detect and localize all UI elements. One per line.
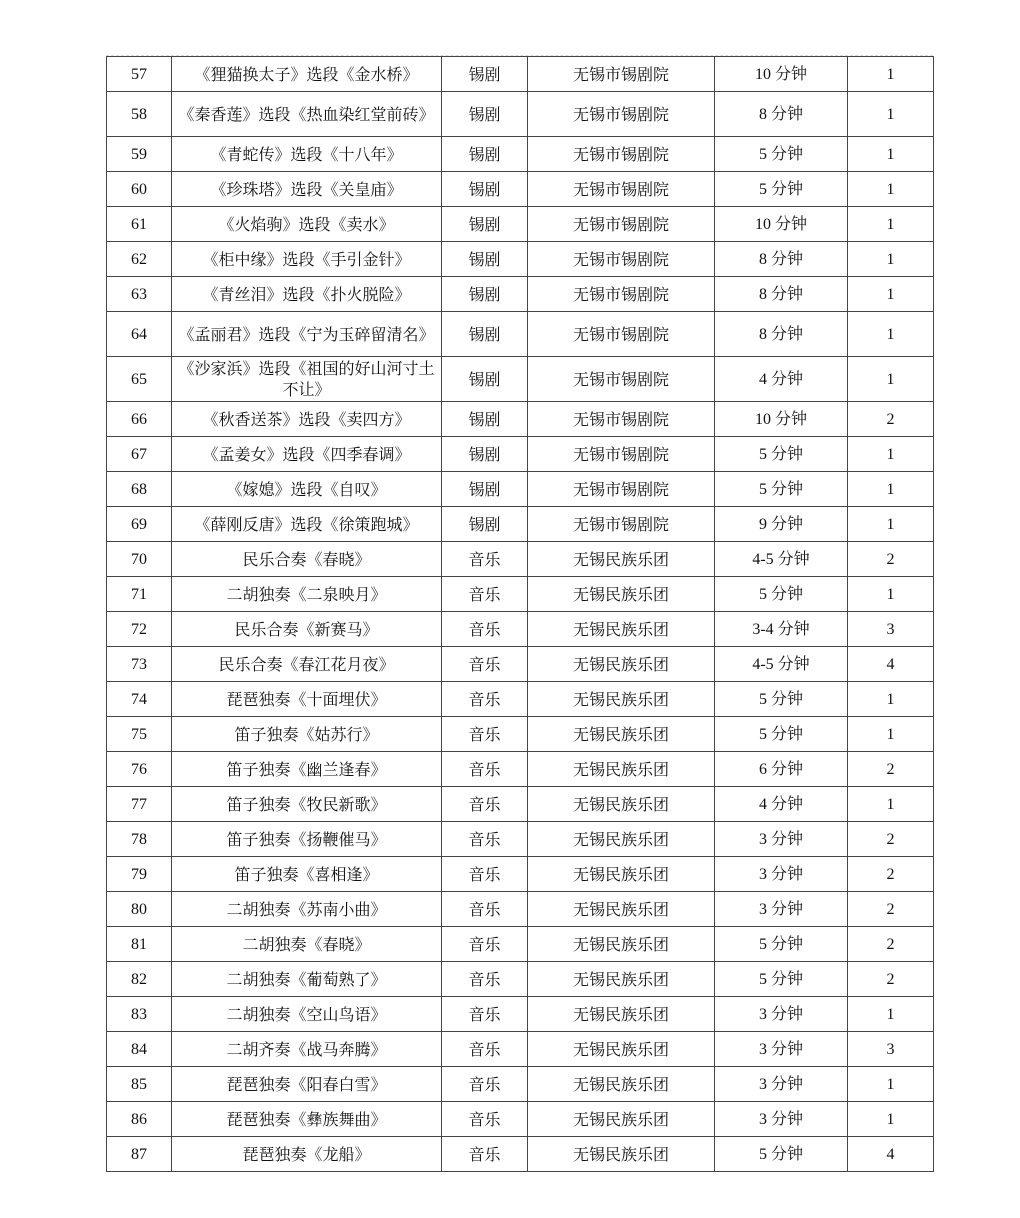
performer-count: 2 <box>848 402 934 437</box>
program-genre: 音乐 <box>442 857 528 892</box>
table-row <box>107 92 934 137</box>
row-number: 80 <box>107 892 172 927</box>
row-number: 57 <box>107 57 172 92</box>
program-duration: 3 分钟 <box>715 1102 848 1137</box>
program-duration: 4-5 分钟 <box>715 542 848 577</box>
row-number: 72 <box>107 612 172 647</box>
program-duration: 3 分钟 <box>715 857 848 892</box>
program-genre: 音乐 <box>442 787 528 822</box>
program-duration: 8 分钟 <box>715 277 848 312</box>
program-title: 琵琶独奏《彝族舞曲》 <box>172 1102 442 1137</box>
performing-troupe: 无锡民族乐团 <box>528 1032 715 1067</box>
program-genre: 音乐 <box>442 1032 528 1067</box>
performing-troupe: 无锡民族乐团 <box>528 892 715 927</box>
program-genre: 锡剧 <box>442 57 528 92</box>
performer-count: 1 <box>848 57 934 92</box>
performer-count: 1 <box>848 172 934 207</box>
program-title: 二胡独奏《二泉映月》 <box>172 577 442 612</box>
table-row <box>107 682 934 717</box>
program-duration: 5 分钟 <box>715 1137 848 1172</box>
table-row <box>107 892 934 927</box>
row-number: 70 <box>107 542 172 577</box>
performing-troupe: 无锡民族乐团 <box>528 752 715 787</box>
program-duration: 3 分钟 <box>715 1067 848 1102</box>
performer-count: 1 <box>848 507 934 542</box>
performer-count: 2 <box>848 962 934 997</box>
table-row <box>107 277 934 312</box>
program-duration: 8 分钟 <box>715 92 848 137</box>
row-number: 79 <box>107 857 172 892</box>
performing-troupe: 无锡民族乐团 <box>528 682 715 717</box>
program-duration: 5 分钟 <box>715 927 848 962</box>
table-row <box>107 647 934 682</box>
program-duration: 3-4 分钟 <box>715 612 848 647</box>
table-row <box>107 242 934 277</box>
program-title: 民乐合奏《新赛马》 <box>172 612 442 647</box>
performing-troupe: 无锡市锡剧院 <box>528 172 715 207</box>
performing-troupe: 无锡市锡剧院 <box>528 92 715 137</box>
program-duration: 5 分钟 <box>715 577 848 612</box>
program-duration: 5 分钟 <box>715 962 848 997</box>
table-row <box>107 1102 934 1137</box>
row-number: 81 <box>107 927 172 962</box>
performer-count: 1 <box>848 242 934 277</box>
row-number: 73 <box>107 647 172 682</box>
program-duration: 5 分钟 <box>715 472 848 507</box>
performing-troupe: 无锡民族乐团 <box>528 542 715 577</box>
table-row <box>107 357 934 402</box>
program-duration: 3 分钟 <box>715 997 848 1032</box>
program-duration: 4 分钟 <box>715 357 848 402</box>
program-title: 二胡独奏《空山鸟语》 <box>172 997 442 1032</box>
table-row <box>107 312 934 357</box>
row-number: 85 <box>107 1067 172 1102</box>
performing-troupe: 无锡民族乐团 <box>528 997 715 1032</box>
program-title: 琵琶独奏《阳春白雪》 <box>172 1067 442 1102</box>
table-row <box>107 1137 934 1172</box>
table-row <box>107 1032 934 1067</box>
performing-troupe: 无锡民族乐团 <box>528 1067 715 1102</box>
program-genre: 音乐 <box>442 1102 528 1137</box>
performer-count: 1 <box>848 717 934 752</box>
row-number: 64 <box>107 312 172 357</box>
table-row <box>107 437 934 472</box>
program-title: 笛子独奏《牧民新歌》 <box>172 787 442 822</box>
table-row <box>107 402 934 437</box>
program-table-body <box>107 57 934 1172</box>
program-genre: 音乐 <box>442 612 528 647</box>
program-title: 笛子独奏《幽兰逢春》 <box>172 752 442 787</box>
program-title: 《青蛇传》选段《十八年》 <box>172 137 442 172</box>
program-duration: 3 分钟 <box>715 892 848 927</box>
table-row <box>107 507 934 542</box>
performer-count: 2 <box>848 752 934 787</box>
performer-count: 1 <box>848 787 934 822</box>
performing-troupe: 无锡民族乐团 <box>528 577 715 612</box>
performer-count: 1 <box>848 472 934 507</box>
row-number: 83 <box>107 997 172 1032</box>
row-number: 86 <box>107 1102 172 1137</box>
performer-count: 1 <box>848 997 934 1032</box>
program-genre: 锡剧 <box>442 277 528 312</box>
program-title: 琵琶独奏《十面埋伏》 <box>172 682 442 717</box>
row-number: 71 <box>107 577 172 612</box>
table-row <box>107 787 934 822</box>
performing-troupe: 无锡民族乐团 <box>528 717 715 752</box>
performer-count: 2 <box>848 822 934 857</box>
program-title: 笛子独奏《扬鞭催马》 <box>172 822 442 857</box>
performing-troupe: 无锡民族乐团 <box>528 962 715 997</box>
program-genre: 音乐 <box>442 752 528 787</box>
program-title: 《狸猫换太子》选段《金水桥》 <box>172 57 442 92</box>
table-row <box>107 717 934 752</box>
performing-troupe: 无锡民族乐团 <box>528 612 715 647</box>
program-genre: 音乐 <box>442 542 528 577</box>
program-genre: 音乐 <box>442 962 528 997</box>
performer-count: 1 <box>848 137 934 172</box>
row-number: 75 <box>107 717 172 752</box>
program-genre: 音乐 <box>442 577 528 612</box>
performer-count: 1 <box>848 1102 934 1137</box>
performing-troupe: 无锡市锡剧院 <box>528 357 715 402</box>
performer-count: 2 <box>848 892 934 927</box>
performer-count: 1 <box>848 92 934 137</box>
program-title: 笛子独奏《喜相逢》 <box>172 857 442 892</box>
table-row <box>107 472 934 507</box>
table-row <box>107 172 934 207</box>
performing-troupe: 无锡市锡剧院 <box>528 437 715 472</box>
program-title: 《孟丽君》选段《宁为玉碎留清名》 <box>172 312 442 357</box>
program-title: 《火焰驹》选段《卖水》 <box>172 207 442 242</box>
row-number: 65 <box>107 357 172 402</box>
program-title: 《秦香莲》选段《热血染红堂前砖》 <box>172 92 442 137</box>
program-genre: 音乐 <box>442 717 528 752</box>
program-duration: 10 分钟 <box>715 207 848 242</box>
table-row <box>107 1067 934 1102</box>
performing-troupe: 无锡市锡剧院 <box>528 277 715 312</box>
program-title: 民乐合奏《春江花月夜》 <box>172 647 442 682</box>
program-genre: 锡剧 <box>442 472 528 507</box>
program-title: 二胡齐奏《战马奔腾》 <box>172 1032 442 1067</box>
program-title: 《柜中缘》选段《手引金针》 <box>172 242 442 277</box>
performing-troupe: 无锡市锡剧院 <box>528 207 715 242</box>
table-row <box>107 927 934 962</box>
row-number: 66 <box>107 402 172 437</box>
table-row <box>107 962 934 997</box>
row-number: 76 <box>107 752 172 787</box>
program-title: 《嫁媳》选段《自叹》 <box>172 472 442 507</box>
performing-troupe: 无锡民族乐团 <box>528 647 715 682</box>
program-duration: 8 分钟 <box>715 312 848 357</box>
program-genre: 锡剧 <box>442 402 528 437</box>
program-title: 《珍珠塔》选段《关皇庙》 <box>172 172 442 207</box>
program-title: 民乐合奏《春晓》 <box>172 542 442 577</box>
row-number: 82 <box>107 962 172 997</box>
performing-troupe: 无锡市锡剧院 <box>528 57 715 92</box>
program-table <box>106 56 934 1172</box>
performing-troupe: 无锡市锡剧院 <box>528 242 715 277</box>
program-title: 琵琶独奏《龙船》 <box>172 1137 442 1172</box>
table-row <box>107 577 934 612</box>
program-duration: 9 分钟 <box>715 507 848 542</box>
program-duration: 5 分钟 <box>715 682 848 717</box>
performer-count: 1 <box>848 437 934 472</box>
program-title: 《薛刚反唐》选段《徐策跑城》 <box>172 507 442 542</box>
performer-count: 1 <box>848 682 934 717</box>
program-genre: 锡剧 <box>442 242 528 277</box>
row-number: 87 <box>107 1137 172 1172</box>
row-number: 62 <box>107 242 172 277</box>
program-duration: 3 分钟 <box>715 822 848 857</box>
program-title: 《孟姜女》选段《四季春调》 <box>172 437 442 472</box>
program-genre: 音乐 <box>442 647 528 682</box>
program-title: 笛子独奏《姑苏行》 <box>172 717 442 752</box>
program-genre: 锡剧 <box>442 437 528 472</box>
row-number: 84 <box>107 1032 172 1067</box>
performer-count: 1 <box>848 277 934 312</box>
program-duration: 10 分钟 <box>715 402 848 437</box>
performing-troupe: 无锡民族乐团 <box>528 787 715 822</box>
table-row <box>107 752 934 787</box>
performer-count: 2 <box>848 857 934 892</box>
performing-troupe: 无锡民族乐团 <box>528 1137 715 1172</box>
program-title: 《沙家浜》选段《祖国的好山河寸土不让》 <box>172 357 442 402</box>
table-row <box>107 822 934 857</box>
table-row <box>107 207 934 242</box>
table-row <box>107 857 934 892</box>
program-title: 《青丝泪》选段《扑火脱险》 <box>172 277 442 312</box>
performer-count: 4 <box>848 647 934 682</box>
program-title: 二胡独奏《葡萄熟了》 <box>172 962 442 997</box>
row-number: 69 <box>107 507 172 542</box>
performing-troupe: 无锡民族乐团 <box>528 927 715 962</box>
row-number: 58 <box>107 92 172 137</box>
performer-count: 2 <box>848 542 934 577</box>
row-number: 68 <box>107 472 172 507</box>
program-title: 二胡独奏《春晓》 <box>172 927 442 962</box>
performing-troupe: 无锡市锡剧院 <box>528 472 715 507</box>
program-genre: 锡剧 <box>442 172 528 207</box>
program-duration: 5 分钟 <box>715 717 848 752</box>
program-duration: 6 分钟 <box>715 752 848 787</box>
program-duration: 4 分钟 <box>715 787 848 822</box>
row-number: 77 <box>107 787 172 822</box>
row-number: 63 <box>107 277 172 312</box>
program-title: 二胡独奏《苏南小曲》 <box>172 892 442 927</box>
program-genre: 锡剧 <box>442 357 528 402</box>
performer-count: 1 <box>848 357 934 402</box>
program-title: 《秋香送茶》选段《卖四方》 <box>172 402 442 437</box>
performer-count: 1 <box>848 207 934 242</box>
program-genre: 音乐 <box>442 997 528 1032</box>
table-row <box>107 137 934 172</box>
table-row <box>107 57 934 92</box>
performer-count: 3 <box>848 612 934 647</box>
program-duration: 10 分钟 <box>715 57 848 92</box>
performing-troupe: 无锡民族乐团 <box>528 857 715 892</box>
performer-count: 1 <box>848 577 934 612</box>
program-genre: 锡剧 <box>442 207 528 242</box>
program-genre: 音乐 <box>442 1067 528 1102</box>
row-number: 67 <box>107 437 172 472</box>
program-genre: 音乐 <box>442 682 528 717</box>
program-genre: 音乐 <box>442 1137 528 1172</box>
program-duration: 5 分钟 <box>715 172 848 207</box>
performing-troupe: 无锡市锡剧院 <box>528 137 715 172</box>
performer-count: 1 <box>848 312 934 357</box>
program-genre: 锡剧 <box>442 312 528 357</box>
row-number: 74 <box>107 682 172 717</box>
row-number: 78 <box>107 822 172 857</box>
table-row <box>107 997 934 1032</box>
performing-troupe: 无锡民族乐团 <box>528 1102 715 1137</box>
performing-troupe: 无锡市锡剧院 <box>528 402 715 437</box>
program-duration: 5 分钟 <box>715 437 848 472</box>
program-duration: 5 分钟 <box>715 137 848 172</box>
program-genre: 音乐 <box>442 927 528 962</box>
program-duration: 4-5 分钟 <box>715 647 848 682</box>
row-number: 59 <box>107 137 172 172</box>
performing-troupe: 无锡市锡剧院 <box>528 507 715 542</box>
row-number: 61 <box>107 207 172 242</box>
performing-troupe: 无锡民族乐团 <box>528 822 715 857</box>
table-row <box>107 542 934 577</box>
program-genre: 音乐 <box>442 822 528 857</box>
performer-count: 2 <box>848 927 934 962</box>
program-genre: 锡剧 <box>442 137 528 172</box>
program-duration: 3 分钟 <box>715 1032 848 1067</box>
performer-count: 1 <box>848 1067 934 1102</box>
row-number: 60 <box>107 172 172 207</box>
table-row <box>107 612 934 647</box>
program-genre: 锡剧 <box>442 92 528 137</box>
program-genre: 音乐 <box>442 892 528 927</box>
performing-troupe: 无锡市锡剧院 <box>528 312 715 357</box>
performer-count: 4 <box>848 1137 934 1172</box>
program-duration: 8 分钟 <box>715 242 848 277</box>
program-genre: 锡剧 <box>442 507 528 542</box>
performer-count: 3 <box>848 1032 934 1067</box>
